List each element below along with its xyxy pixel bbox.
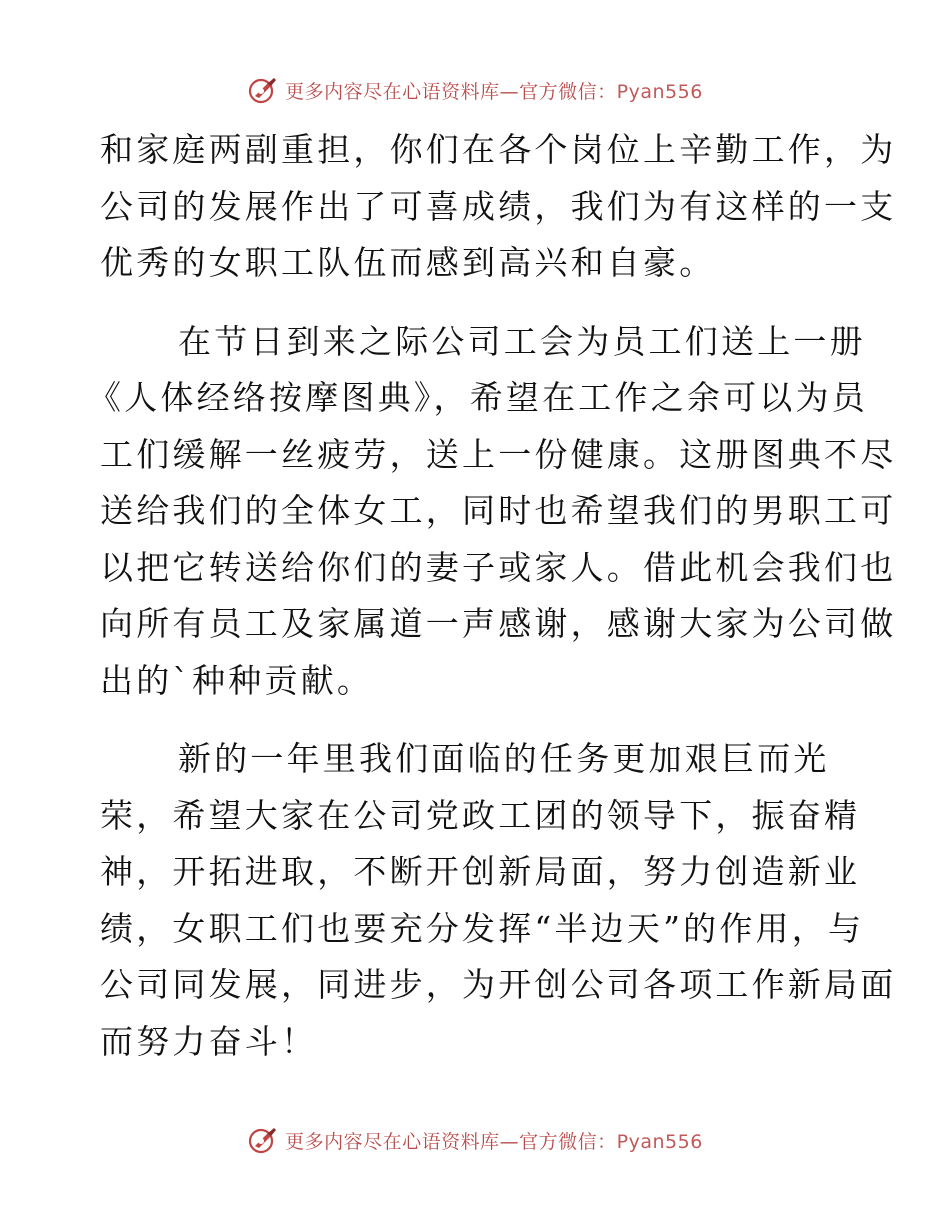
text-line: 公司的发展作出了可喜成绩，我们为有这样的一支	[100, 186, 897, 226]
pen-logo-icon	[247, 74, 279, 106]
watermark-text: 更多内容尽在心语资料库—官方微信：Pyan556	[285, 80, 703, 103]
text-line: 新的一年里我们面临的任务更加艰巨而光	[178, 739, 830, 778]
document-body	[88, 122, 897, 1070]
text-line: 神，开拓进取，不断开创新局面，努力创造新业	[100, 852, 861, 891]
watermark-text: 更多内容尽在心语资料库—官方微信：Pyan556	[285, 1130, 703, 1153]
paragraph-1	[100, 122, 897, 292]
text-line: 绩，女职工们也要充分发挥“半边天”的作用，与	[100, 908, 865, 948]
text-line: 工们缓解一丝疲劳，送上一份健康。这册图典不尽	[100, 434, 897, 474]
header-watermark	[0, 70, 950, 110]
footer-watermark	[0, 1120, 950, 1160]
pen-logo-icon	[247, 1124, 279, 1156]
text-line: 而努力奋斗！	[100, 1021, 318, 1061]
text-line: 公司同发展，同进步，为开创公司各项工作新局面	[100, 965, 897, 1004]
paragraph-3	[100, 731, 897, 1070]
text-line: 《人体经络按摩图典》，希望在工作之余可以为员	[88, 378, 868, 417]
text-line: 优秀的女职工队伍而感到高兴和自豪。	[100, 243, 716, 282]
text-line: 送给我们的全体女工，同时也希望我们的男职工可	[100, 491, 897, 530]
paragraph-2	[88, 314, 897, 710]
text-line: 出的`种种贡献。	[100, 660, 374, 700]
text-line: 向所有员工及家属道一声感谢，感谢大家为公司做	[100, 604, 897, 643]
text-line: 以把它转送给你们的妻子或家人。借此机会我们也	[100, 547, 897, 587]
text-line: 和家庭两副重担，你们在各个岗位上辛勤工作，为	[100, 130, 897, 169]
text-line: 在节日到来之际公司工会为员工们送上一册	[178, 321, 866, 361]
text-line: 荣，希望大家在公司党政工团的领导下，振奋精	[100, 795, 861, 835]
